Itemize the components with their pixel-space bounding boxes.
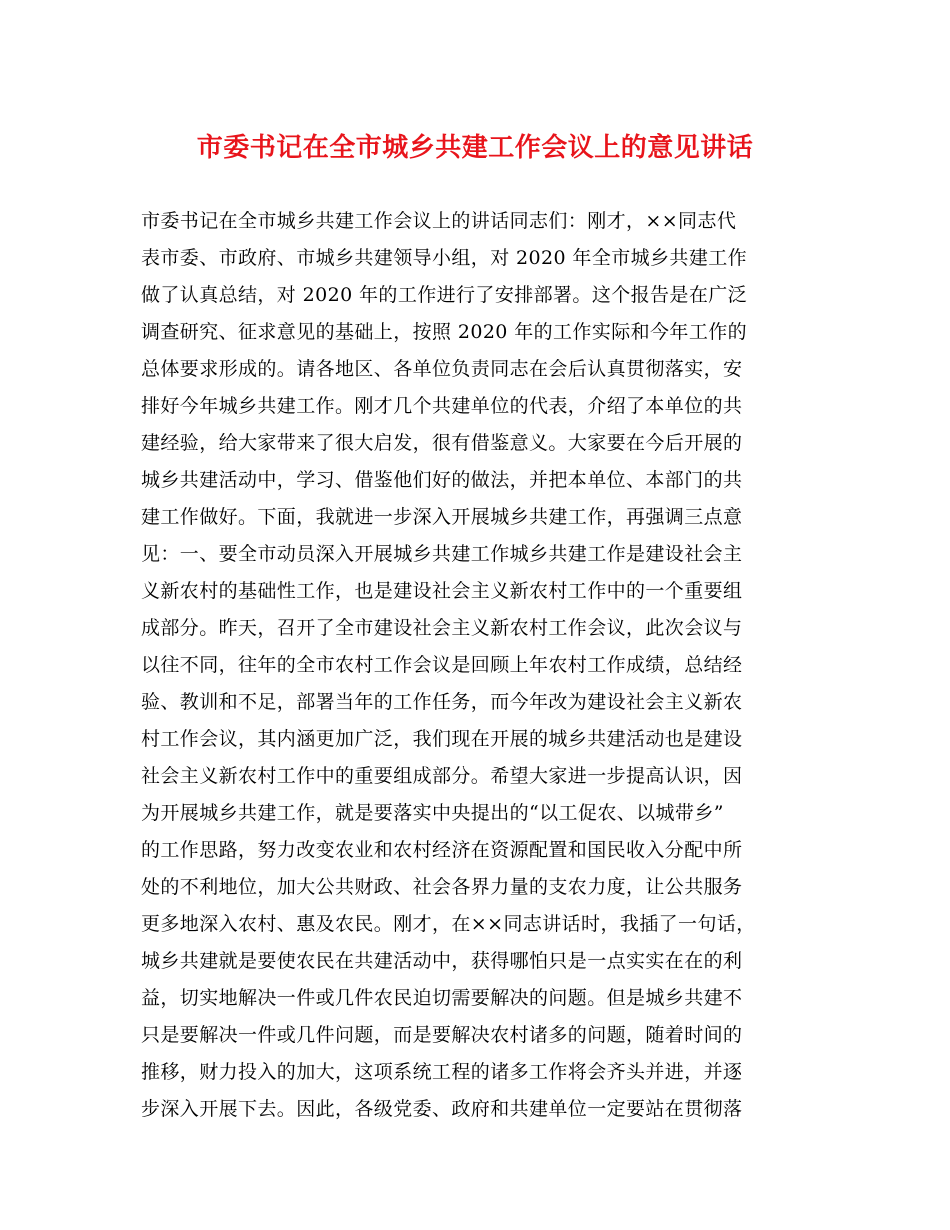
body-text-line: 只是要解决一件或几件问题，而是要解决农村诸多的问题，随着时间的 xyxy=(141,1024,743,1046)
body-text-line: 处的不利地位，加大公共财政、社会各界力量的支农力度，让公共服务 xyxy=(141,876,743,898)
body-text-line: 建工作做好。下面，我就进一步深入开展城乡共建工作，再强调三点意 xyxy=(141,506,743,528)
document-title: 市委书记在全市城乡共建工作会议上的意见讲话 xyxy=(196,133,754,163)
body-text-line: 总体要求形成的。请各地区、各单位负责同志在会后认真贯彻落实，安 xyxy=(141,358,743,380)
body-text-line: 成部分。昨天，召开了全市建设社会主义新农村工作会议，此次会议与 xyxy=(141,617,743,639)
body-text-line: 调查研究、征求意见的基础上，按照 2020 年的工作实际和今年工作的 xyxy=(141,321,748,343)
body-text-line: 以往不同，往年的全市农村工作会议是回顾上年农村工作成绩，总结经 xyxy=(141,654,743,676)
body-text-line: 为开展城乡共建工作，就是要落实中央提出的“以工促农、以城带乡” xyxy=(141,802,724,824)
body-text-line: 验、教训和不足，部署当年的工作任务，而今年改为建设社会主义新农 xyxy=(141,691,743,713)
body-text-line: 义新农村的基础性工作，也是建设社会主义新农村工作中的一个重要组 xyxy=(141,580,743,602)
body-text-line: 社会主义新农村工作中的重要组成部分。希望大家进一步提高认识，因 xyxy=(141,765,743,787)
body-text-line: 表市委、市政府、市城乡共建领导小组，对 2020 年全市城乡共建工作 xyxy=(141,247,748,269)
body-text-line: 步深入开展下去。因此，各级党委、政府和共建单位一定要站在贯彻落 xyxy=(141,1098,743,1120)
body-text-line: 益，切实地解决一件或几件农民迫切需要解决的问题。但是城乡共建不 xyxy=(141,987,743,1009)
body-text-line: 城乡共建活动中，学习、借鉴他们好的做法，并把本单位、本部门的共 xyxy=(141,469,743,491)
body-text-line: 城乡共建就是要使农民在共建活动中，获得哪怕只是一点实实在在的利 xyxy=(141,950,743,972)
body-text-line: 的工作思路，努力改变农业和农村经济在资源配置和国民收入分配中所 xyxy=(141,839,743,861)
body-text-line: 市委书记在全市城乡共建工作会议上的讲话同志们：刚才，××同志代 xyxy=(141,210,737,232)
body-text-line: 排好今年城乡共建工作。刚才几个共建单位的代表，介绍了本单位的共 xyxy=(141,395,743,417)
body-text-line: 村工作会议，其内涵更加广泛，我们现在开展的城乡共建活动也是建设 xyxy=(141,728,743,750)
body-text-line: 做了认真总结，对 2020 年的工作进行了安排部署。这个报告是在广泛 xyxy=(141,284,748,306)
body-text-line: 推移，财力投入的加大，这项系统工程的诸多工作将会齐头并进，并逐 xyxy=(141,1061,743,1083)
body-text-line: 更多地深入农村、惠及农民。刚才，在××同志讲话时，我插了一句话， xyxy=(141,913,756,935)
body-text-line: 见：一、要全市动员深入开展城乡共建工作城乡共建工作是建设社会主 xyxy=(141,543,743,565)
body-text-line: 建经验，给大家带来了很大启发，很有借鉴意义。大家要在今后开展的 xyxy=(141,432,743,454)
document-body xyxy=(141,203,831,1128)
